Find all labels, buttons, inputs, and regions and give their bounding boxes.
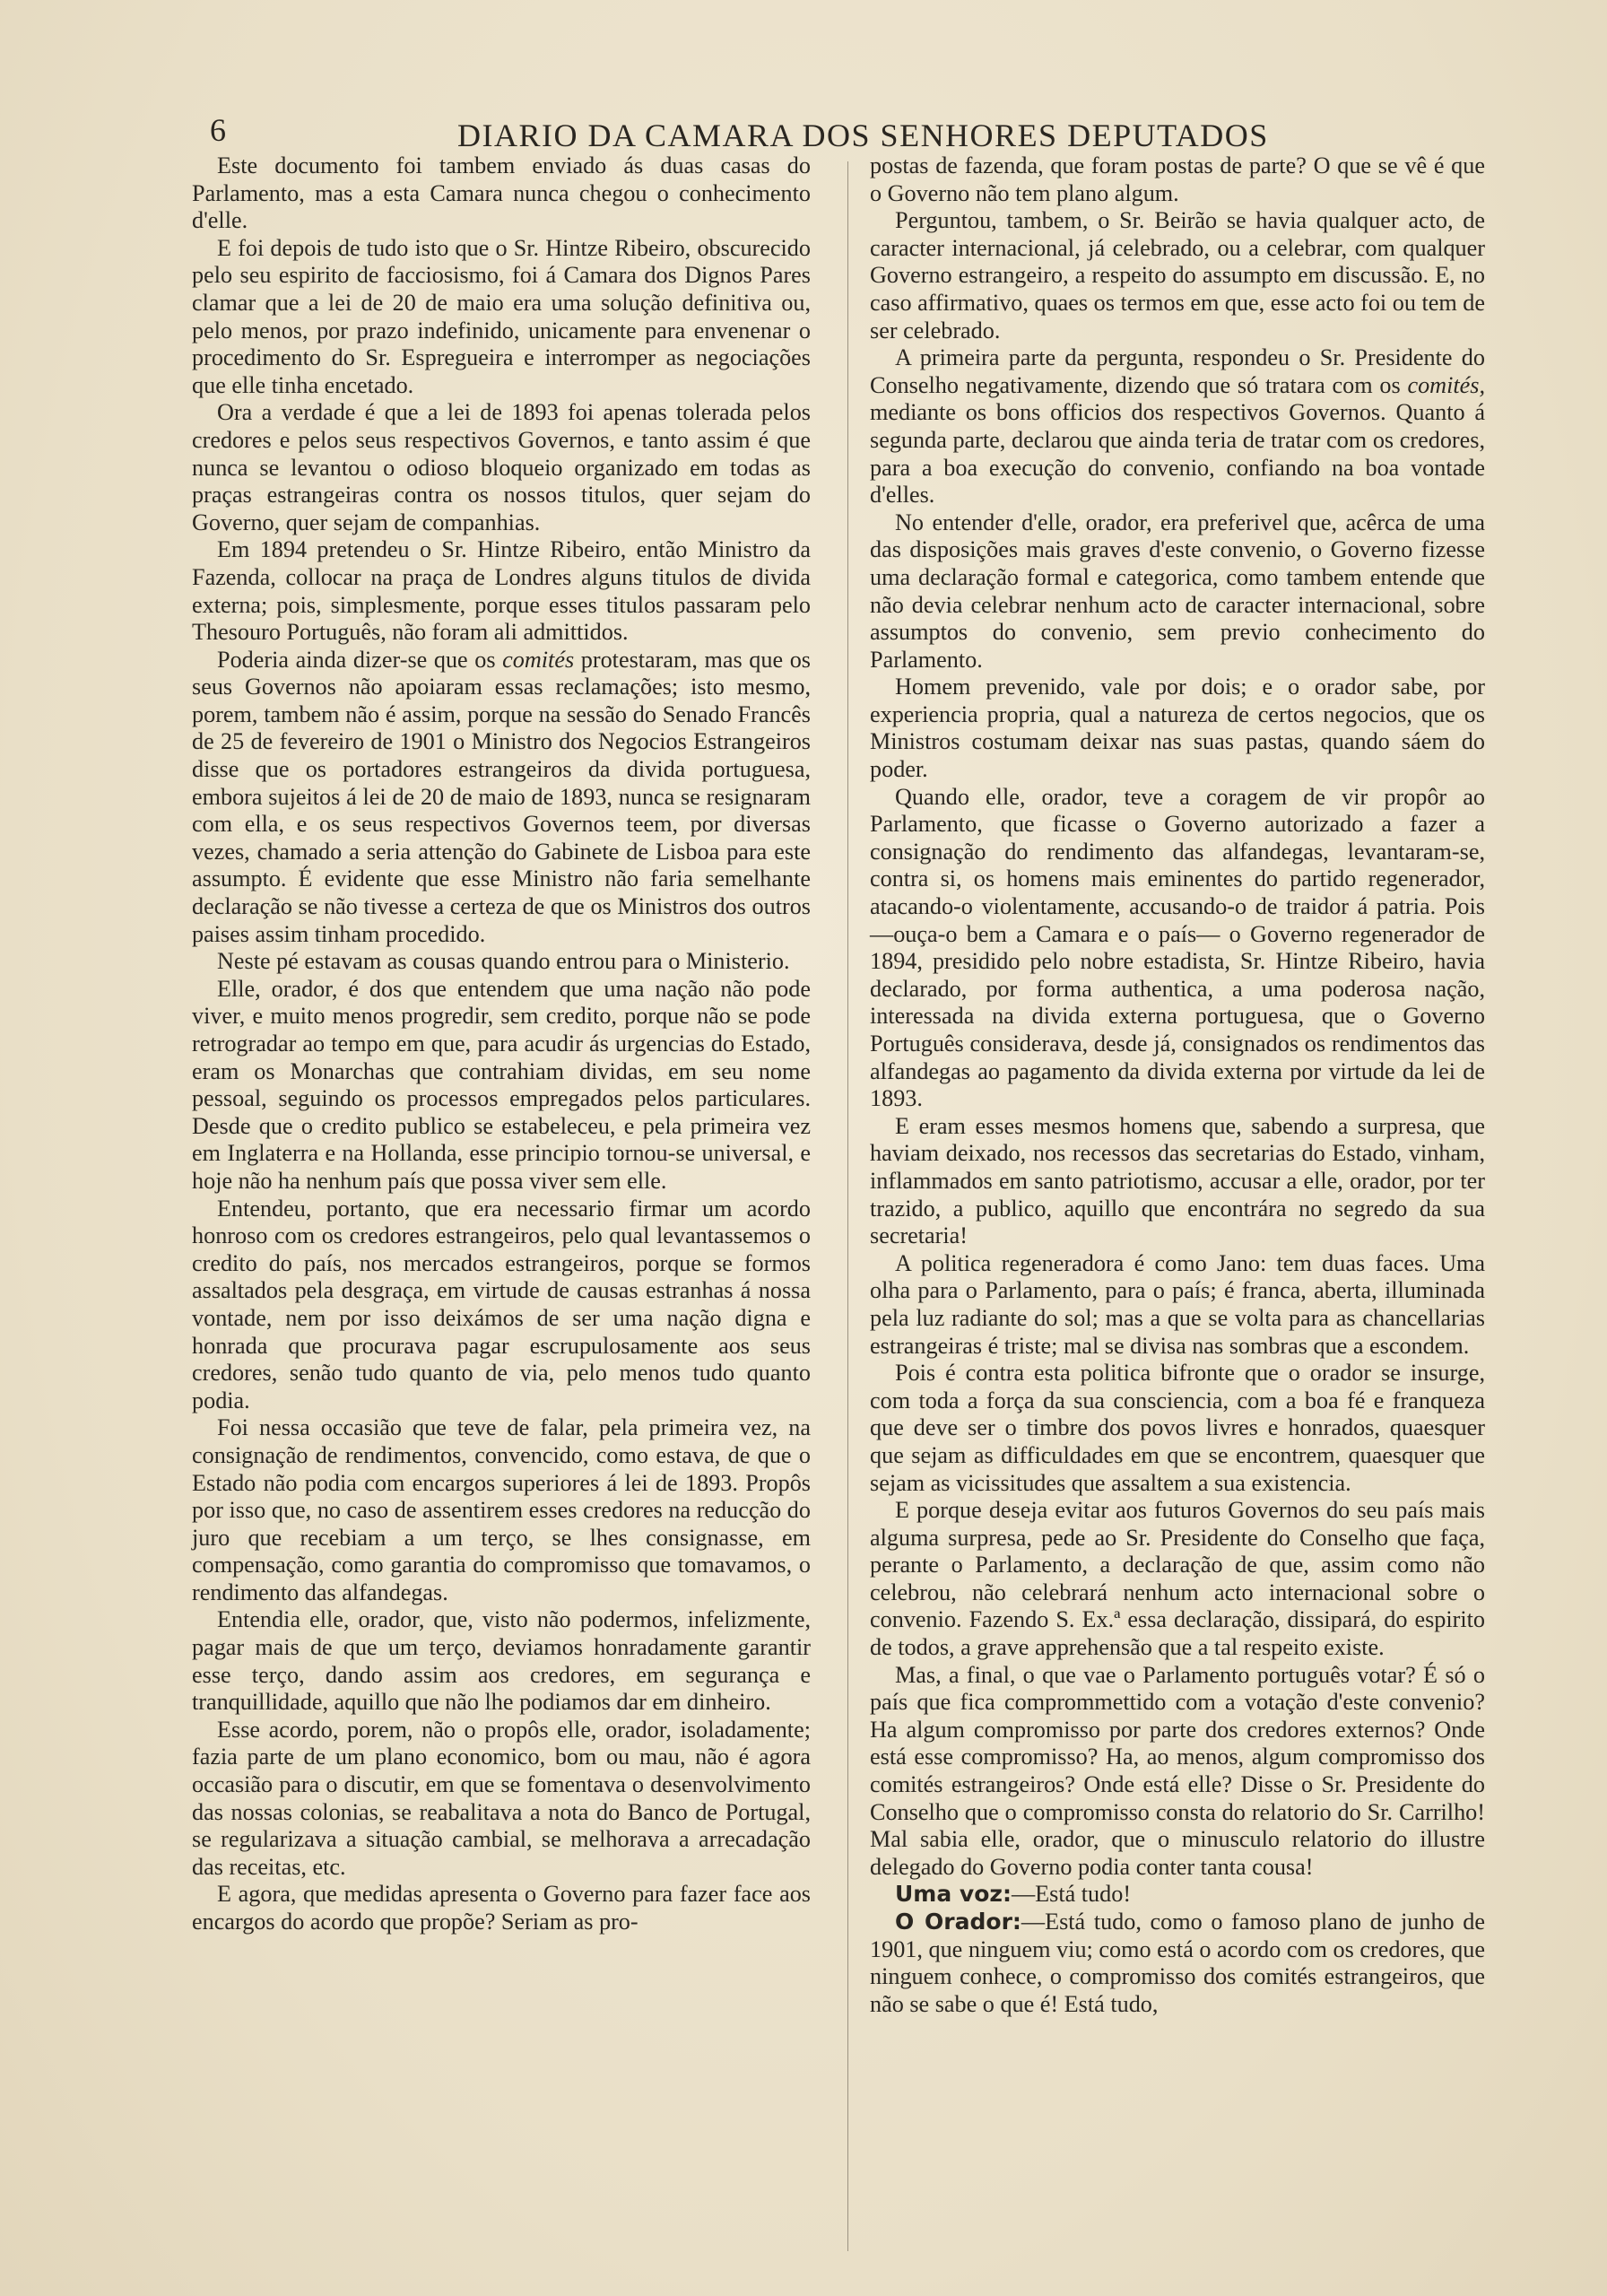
paragraph: Entendia elle, orador, que, visto não podermos, infelizmente, pagar mais de que um terço, deviamos honradamente garantir esse terço, dando assim aos credores, em segurança e tranquillidade, aquillo que não lhe podiamos dar em dinheiro. [192, 1606, 811, 1716]
speech-line [870, 1881, 1485, 1909]
paragraph [192, 647, 811, 949]
paragraph: Homem prevenido, vale por dois; e o orador sabe, por experiencia propria, qual a natureza de certos negocios, que os Ministros costumam deixar nas suas pastas, quando sáem do poder. [870, 674, 1485, 783]
paragraph-continuation: postas de fazenda, que foram postas de parte? O que se vê é que o Governo não tem plano algum. [870, 152, 1485, 206]
paragraph: Ora a verdade é que a lei de 1893 foi apenas tolerada pelos credores e pelos seus respectivos Governos, e tanto assim é que nunca se levantou o odioso bloqueio organizado em todas as praças estrangeiras contra os nossos titulos, quer sejam do Governo, quer sejam de companhias. [192, 399, 811, 535]
paragraph: Em 1894 pretendeu o Sr. Hintze Ribeiro, então Ministro da Fazenda, collocar na praça de Londres alguns titulos de divida externa; pois, simplesmente, porque esses titulos passaram pelo Thesouro Português, não foram ali admittidos. [192, 536, 811, 646]
page-number: 6 [210, 112, 227, 148]
paragraph: Pois é contra esta politica bifronte que o orador se insurge, com toda a força da sua consciencia, com a boa fé e franqueza que deve ser o timbre dos povos livres e honrados, quaesquer que sejam as difficuldades em que se encontrem, quaesquer que sejam as vicissitudes que assaltem a sua existencia. [870, 1360, 1485, 1496]
speaker-label: O Orador: [895, 1909, 1021, 1935]
text-run: mediante os bons officios dos respectivos Governos. Quanto á segunda parte, declarou que ainda teria de tratar com os credores, para a boa execução do convenio, confiando na boa vontade d'elles. [870, 399, 1485, 509]
paragraph [870, 344, 1485, 509]
speech-line [870, 1909, 1485, 2018]
italic-term: comités [502, 646, 575, 673]
paragraph: Esse acordo, porem, não o propôs elle, orador, isoladamente; fazia parte de um plano economico, bom ou mau, não é agora occasião para o discutir, em que se fomentava o desenvolvimento das nossas colonias, se reabalitava a nota do Banco de Portugal, se regularizava a situação cambial, se melhorava a arrecadação das receitas, etc. [192, 1716, 811, 1880]
paragraph: E eram esses mesmos homens que, sabendo a surpresa, que haviam deixado, nos recessos das secretarias do Estado, vinham, inflammados em santo patriotismo, accusar a elle, orador, por ter trazido, a publico, aquillo que encontrára no segredo da sua secretaria! [870, 1112, 1485, 1249]
column-divider [847, 161, 848, 2251]
right-column [870, 152, 1485, 2018]
paragraph: Perguntou, tambem, o Sr. Beirão se havia qualquer acto, de caracter internacional, já celebrado, ou a celebrar, com qualquer Governo estrangeiro, a respeito do assumpto em discussão. E, no caso affirmativo, quaes os termos em que, esse acto foi ou tem de ser celebrado. [870, 207, 1486, 344]
paragraph: A politica regeneradora é como Jano: tem duas faces. Uma olha para o Parlamento, para o país; é franca, aberta, illuminada pela luz radiante do sol; mas a que se volta para as chancellarias estrangeiras é triste; mal se divisa nas sombras que a escondem. [870, 1249, 1485, 1359]
paragraph: Elle, orador, é dos que entendem que uma nação não pode viver, e muito menos progredir, sem credito, porque não se pode retrogradar ao tempo em que, para acudir ás urgencias do Estado, eram os Monarchas que contrahiam dividas, em seu nome pessoal, seguindo os processos empregados pelos particulares. Desde que o credito publico se estabeleceu, e pela primeira vez em Inglaterra e na Hollanda, esse principio tornou-se universal, e hoje não ha nenhum país que possa viver sem elle. [192, 975, 811, 1194]
paragraph: Neste pé estavam as cousas quando entrou para o Ministerio. [217, 948, 790, 975]
speech-text: —Está tudo! [1011, 1881, 1132, 1908]
paragraph: Foi nessa occasião que teve de falar, pela primeira vez, na consignação de rendimentos, convencido, como estava, de que o Estado não podia com encargos superiores á lei de 1893. Propôs por isso que, no caso de assentirem esses credores na reducção do juro que recebiam a um terço, se lhes consignasse, em compensação, como garantia do compromisso que tomavamos, o rendimento das alfandegas. [192, 1414, 811, 1605]
text-run: protestaram, mas que os seus Governos não apoiaram essas reclamações; isto mesmo, porem, tambem não é assim, porque na sessão do Senado Francês de 25 de fevereiro de 1901 o Ministro dos Negocios Estrangeiros disse que os portadores estrangeiros da divida portuguesa, embora sujeitos á lei de 20 de maio de 1893, nunca se resignaram com ella, e os seus respectivos Governos teem, por diversas vezes, chamado a seria attenção do Gabinete de Lisboa para este assumpto. É evidente que esse Ministro não faria semelhante declaração se não tivesse a certeza de que os Ministros dos outros paises assim tinham procedido. [192, 646, 811, 947]
speaker-label: Uma voz: [895, 1881, 1012, 1908]
paragraph: E foi depois de tudo isto que o Sr. Hintze Ribeiro, obscurecido pelo seu espirito de facciosismo, foi á Camara dos Dignos Pares clamar que a lei de 20 de maio era uma solução definitiva ou, pelo menos, por prazo indefinido, unicamente para envenenar o procedimento do Sr. Espregueira e interromper as negociações que elle tinha encetado. [192, 234, 811, 398]
speech-text: —Está tudo, como o famoso plano de junho de 1901, que ninguem viu; como está o acordo com os credores, que ninguem conhece, o compromisso dos comités estrangeiros, que não se sabe o que é! Está tudo, [870, 1909, 1485, 2017]
running-title: DIARIO DA CAMARA DOS SENHORES DEPUTADOS [457, 117, 1269, 153]
paragraph: Este documento foi tambem enviado ás duas casas do Parlamento, mas a esta Camara nunca chegou o conhecimento d'elle. [192, 152, 811, 234]
paragraph: E agora, que medidas apresenta o Governo para fazer face aos encargos do acordo que propõe? Seriam as pro- [192, 1881, 811, 1935]
paragraph: E porque deseja evitar aos futuros Governos do seu país mais alguma surpresa, pede ao Sr. Presidente do Conselho que faça, perante o Parlamento, a declaração de que, assim como não celebrou, não celebrará nenhum acto internacional sobre o convenio. Fazendo S. Ex.ª essa declaração, dissipará, do espirito de todos, a grave apprehensão que a tal respeito existe. [870, 1497, 1485, 1661]
paragraph: No entender d'elle, orador, era preferivel que, acêrca de uma das disposições mais graves d'este convenio, o Governo fizesse uma declaração formal e categorica, como tambem entende que não devia celebrar nenhum acto de caracter internacional, sobre assumptos do convenio, sem previo conhecimento do Parlamento. [870, 509, 1485, 673]
text-run: Poderia ainda dizer-se que os [217, 646, 503, 673]
text-run: A primeira parte da pergunta, respondeu o Sr. Presidente do Conselho negativamente, dizendo que só tratara com os [870, 344, 1485, 398]
paragraph: Entendeu, portanto, que era necessario firmar um acordo honroso com os credores estrangeiros, pelo qual levantassemos o credito do país, nos mercados estrangeiros, porque se formos assaltados pela desgraça, em virtude de causas estranhas á nossa vontade, nem por isso deixámos de ser uma nação digna e honrada que procurava pagar escrupulosamente aos seus credores, senão tudo quanto de via, pelo menos tudo quanto podia. [192, 1195, 811, 1413]
paragraph: Mas, a final, o que vae o Parlamento português votar? É só o país que fica comprommettido com a votação d'este convenio? Ha algum compromisso por parte dos credores externos? Onde está esse compromisso? Ha, ao menos, algum compromisso dos comités estrangeiros? Onde está elle? Disse o Sr. Presidente do Conselho que o compromisso consta do relatorio do Sr. Carrilho! Mal sabia elle, orador, que o minusculo relatorio do illustre delegado do Governo podia conter tanta cousa! [870, 1661, 1485, 1880]
paragraph: Quando elle, orador, teve a coragem de vir propôr ao Parlamento, que ficasse o Governo autorizado a fazer a consignação do rendimento das alfandegas, levantaram-se, contra si, os homens mais eminentes do partido regenerador, atacando-o violentamente, accusando-o de traidor á patria. Pois —ouça-o bem a Camara e o país— o Governo regenerador de 1894, presidido pelo nobre estadista, Sr. Hintze Ribeiro, havia declarado, por forma authentica, a uma poderosa nação, interessada na divida externa portuguesa, que o Governo Português considerava, desde já, consignados os rendimentos das alfandegas ao pagamento da divida externa por virtude da lei de 1893. [870, 783, 1485, 1112]
left-column [192, 152, 811, 1936]
italic-term: comités, [1407, 371, 1485, 398]
